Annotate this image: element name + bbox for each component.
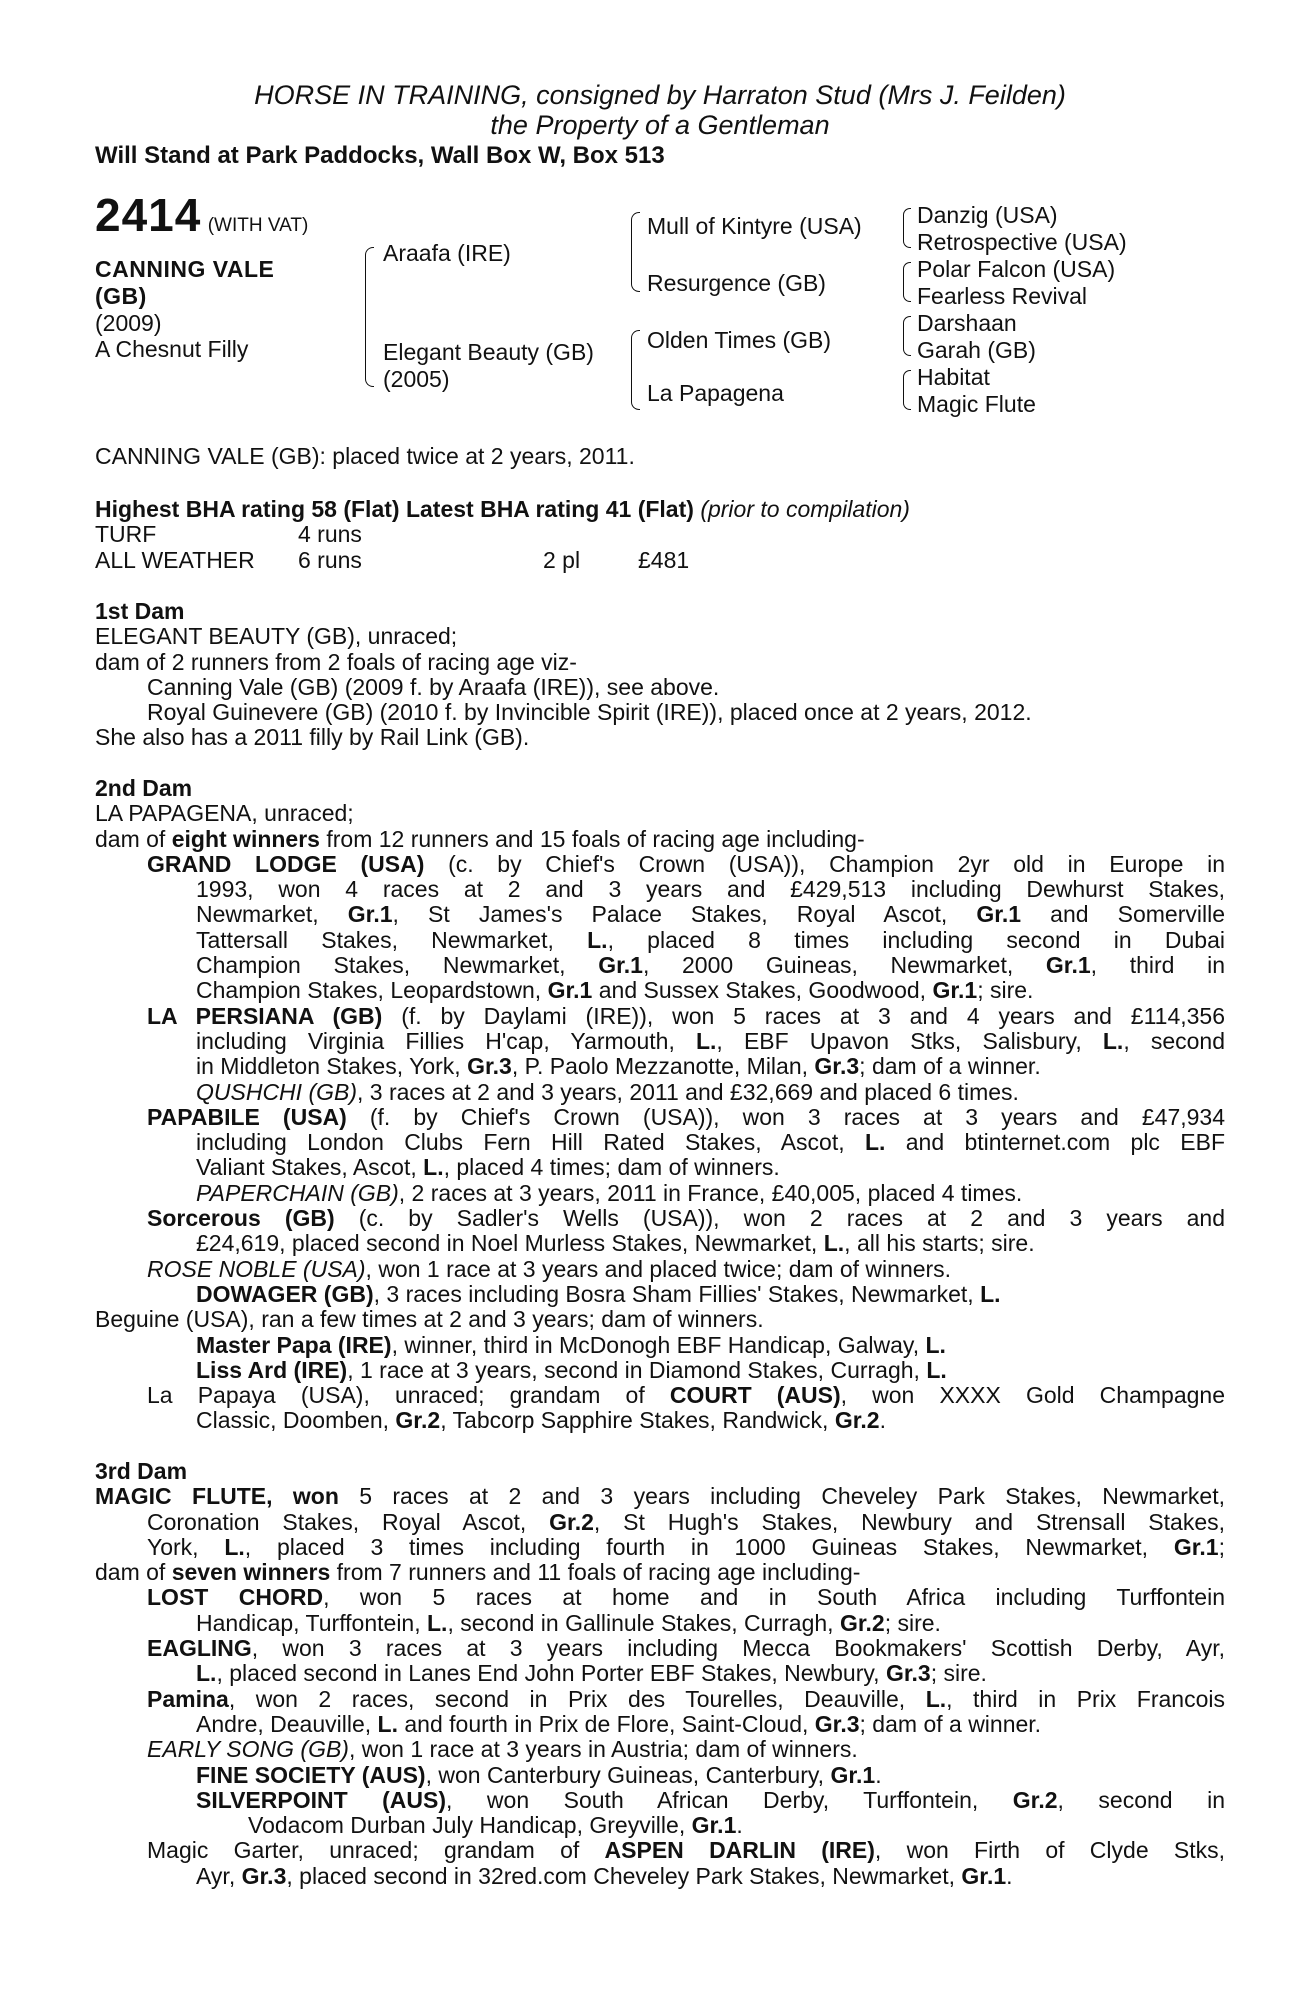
ratings [95,497,1225,573]
dam-line: MAGIC FLUTE, won 5 races at 2 and 3 years including Cheveley Park Stakes, Newmarket, [95,1483,1225,1510]
pedigree-brace [903,208,911,248]
aw-placed: 2 pl [543,546,581,573]
dam-line: dam of eight winners from 12 runners and 15 foals of racing age including- [95,825,865,852]
lot-number: 2414 [95,189,202,241]
ss-sire: Danzig (USA) [917,202,1058,228]
lot-header [95,189,309,241]
produce-entry: La Papaya (USA), unraced; grandam of COURT (AUS), won XXXX Gold Champagne [147,1382,1225,1409]
turf-row [95,522,1225,547]
aw-money: £481 [638,546,690,573]
produce-line: Andre, Deauville, L. and fourth in Prix de Flore, Saint-Cloud, Gr.3; dam of a winner. [196,1710,1042,1737]
produce-entry: LOST CHORD, won 5 races at home and in South Africa including Turffontein [147,1584,1225,1611]
dd-sire: Habitat [917,364,990,390]
pedigree-brace [903,262,911,302]
aw-label: ALL WEATHER [95,546,255,573]
ds-sire: Darshaan [917,310,1017,336]
produce-entry: GRAND LODGE (USA) (c. by Chief's Crown (USA)), Champion 2yr old in Europe in [147,850,1225,877]
produce-line: £24,619, placed second in Noel Murless Stakes, Newmarket, L., all his starts; sire. [196,1230,1035,1257]
section-heading: 1st Dam [95,598,185,624]
produce-entry: DOWAGER (GB), 3 races including Bosra Sham Fillies' Stakes, Newmarket, L. [196,1280,1001,1307]
produce-entry: QUSHCHI (GB), 3 races at 2 and 3 years, 2011 and £32,669 and placed 6 times. [196,1078,1019,1105]
rating-text: Highest BHA rating 58 (Flat) Latest BHA rating 41 (Flat) [95,496,694,522]
produce-line: Handicap, Turffontein, L., second in Gallinule Stakes, Curragh, Gr.2; sire. [196,1609,941,1636]
pedigree-brace [365,247,374,387]
ds-dam: Garah (GB) [917,337,1036,363]
dam-sire: Olden Times (GB) [647,327,832,353]
produce-entry: SILVERPOINT (AUS), won South African Derby, Turffontein, Gr.2, second in [196,1786,1225,1813]
produce-line: 1993, won 4 races at 2 and 3 years and £429,513 including Dewhurst Stakes, [196,876,1225,903]
produce-line: in Middleton Stakes, York, Gr.3, P. Paolo Mezzanotte, Milan, Gr.3; dam of a winner. [196,1053,1041,1080]
race-summary [95,444,1225,469]
turf-runs: 4 runs [298,521,362,548]
produce-line: Champion Stakes, Newmarket, Gr.1, 2000 Guineas, Newmarket, Gr.1, third in [196,952,1225,979]
produce-entry: Sorcerous (GB) (c. by Sadler's Wells (USA)), won 2 races at 2 and 3 years and [147,1205,1225,1232]
dam-line: ELEGANT BEAUTY (GB), unraced; [95,623,458,650]
dam: Elegant Beauty (GB) [383,339,594,365]
produce-entry: PAPERCHAIN (GB), 2 races at 3 years, 2011 in France, £40,005, placed 4 times. [196,1179,1023,1206]
pedigree-brace [903,316,911,356]
produce-line: Valiant Stakes, Ascot, L., placed 4 times; dam of winners. [196,1154,780,1181]
dam-line: LA PAPAGENA, unraced; [95,800,354,827]
consignor-line: HORSE IN TRAINING, consigned by Harraton Stud (Mrs J. Feilden) [254,80,1066,110]
pedigree-brace [631,330,640,410]
dam-line: dam of 2 runners from 2 foals of racing age viz- [95,648,577,675]
produce-entry: Magic Garter, unraced; grandam of ASPEN DARLIN (IRE), won Firth of Clyde Stks, [147,1837,1226,1864]
sd-sire: Polar Falcon (USA) [917,256,1116,282]
aw-row [95,548,1225,573]
produce-line: Vodacom Durban July Handicap, Greyville, Gr.1. [248,1812,743,1839]
produce-line: Ayr, Gr.3, placed second in 32red.com Cheveley Park Stakes, Newmarket, Gr.1. [196,1862,1013,1889]
summary-line: CANNING VALE (GB): placed twice at 2 years, 2011. [95,443,635,469]
turf-label: TURF [95,521,157,548]
produce-line: Canning Vale (GB) (2009 f. by Araafa (IRE)), see above. [147,673,720,700]
produce-line: including London Clubs Fern Hill Rated Stakes, Ascot, L. and btinternet.com plc EBF [196,1129,1225,1156]
produce-line: Champion Stakes, Leopardstown, Gr.1 and Sussex Stakes, Goodwood, Gr.1; sire. [196,977,1034,1004]
dd-dam: Magic Flute [917,391,1036,417]
pedigree-brace [631,212,640,292]
dam-year: (2005) [383,366,450,392]
produce-line: including Virginia Fillies H'cap, Yarmouth, L., EBF Upavon Stks, Salisbury, L., second [196,1027,1226,1054]
produce-entry: Master Papa (IRE), winner, third in McDonogh EBF Handicap, Galway, L. [196,1331,946,1358]
dam-dam: La Papagena [647,380,784,406]
produce-line: Classic, Doomben, Gr.2, Tabcorp Sapphire Stakes, Randwick, Gr.2. [196,1407,886,1434]
produce-entry: EAGLING, won 3 races at 3 years including Mecca Bookmakers' Scottish Derby, Ayr, [147,1635,1225,1662]
ss-dam: Retrospective (USA) [917,229,1127,255]
vat-note: (WITH VAT) [207,215,309,236]
produce-line: Royal Guinevere (GB) (2010 f. by Invincible Spirit (IRE)), placed once at 2 years, 2012. [147,699,1032,726]
produce-line: Tattersall Stakes, Newmarket, L., placed 8 times including second in Dubai [196,926,1225,953]
produce-entry: Pamina, won 2 races, second in Prix des Tourelles, Deauville, L., third in Prix Francois [147,1685,1226,1712]
sire: Araafa (IRE) [383,240,511,266]
property-line: the Property of a Gentleman [490,110,830,140]
horse-name: CANNING VALE [95,256,275,282]
aw-runs: 6 runs [298,546,362,573]
produce-entry: PAPABILE (USA) (f. by Chief's Crown (USA)), won 3 races at 3 years and £47,934 [147,1103,1225,1130]
produce-entry: EARLY SONG (GB), won 1 race at 3 years in Austria; dam of winners. [147,1736,858,1763]
horse-year: (2009) [95,310,162,336]
section-heading: 3rd Dam [95,1458,188,1484]
sire-sire: Mull of Kintyre (USA) [647,213,862,239]
rating-note: (prior to compilation) [700,496,910,522]
second-dam [95,776,1225,1434]
stabling-line: Will Stand at Park Paddocks, Wall Box W, Box 513 [95,142,665,169]
produce-entry: ROSE NOBLE (USA), won 1 race at 3 years and placed twice; dam of winners. [147,1255,952,1282]
section-heading: 2nd Dam [95,775,193,801]
sire-dam: Resurgence (GB) [647,270,826,296]
horse-description: A Chesnut Filly [95,336,249,362]
dam-line: dam of seven winners from 7 runners and 11 foals of racing age including- [95,1559,861,1586]
dam-line: She also has a 2011 filly by Rail Link (GB). [95,724,530,751]
sd-dam: Fearless Revival [917,283,1087,309]
dam-line: Coronation Stakes, Royal Ascot, Gr.2, St Hugh's Stakes, Newbury and Strensall Stakes, [147,1508,1225,1535]
produce-entry: Beguine (USA), ran a few times at 2 and 3 years; dam of winners. [95,1306,764,1333]
produce-entry: FINE SOCIETY (AUS), won Canterbury Guineas, Canterbury, Gr.1. [196,1761,882,1788]
dam-line: York, L., placed 3 times including fourth in 1000 Guineas Stakes, Newmarket, Gr.1; [147,1533,1225,1560]
produce-entry: LA PERSIANA (GB) (f. by Daylami (IRE)), won 5 races at 3 and 4 years and £114,356 [147,1002,1226,1029]
first-dam [95,599,1225,751]
produce-entry: Liss Ard (IRE), 1 race at 3 years, second in Diamond Stakes, Curragh, L. [196,1356,947,1383]
produce-line: Newmarket, Gr.1, St James's Palace Stakes, Royal Ascot, Gr.1 and Somerville [196,901,1225,928]
horse-country: (GB) [95,283,147,309]
produce-line: L., placed second in Lanes End John Porter EBF Stakes, Newbury, Gr.3; sire. [196,1660,987,1687]
third-dam [95,1459,1225,1889]
pedigree-brace [903,370,911,410]
